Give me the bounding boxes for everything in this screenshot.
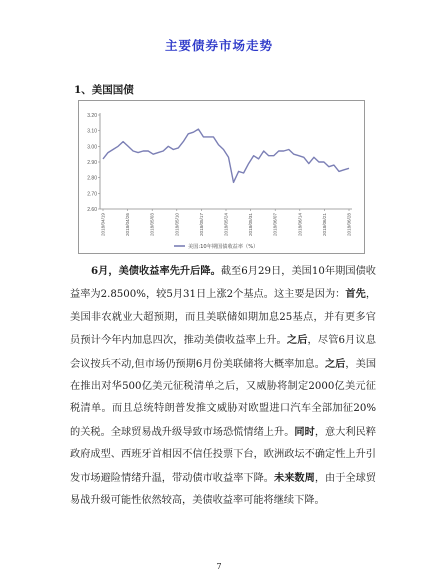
x-tick-label: 2018/05/24 [223,213,229,236]
paragraph-emphasis: 首先 [345,288,366,301]
paragraph-emphasis: 6月，美债收益率先升后降。 [91,265,221,277]
yield-chart [78,100,365,254]
y-tick-label: 2.90 [87,160,97,166]
paragraph-emphasis: 之后 [324,357,346,370]
analysis-paragraph [70,260,376,512]
y-tick-label: 2.80 [87,175,97,182]
yield-chart-svg [79,101,364,253]
x-tick-label: 2018/06/07 [272,213,278,236]
paragraph-emphasis: 未来数周 [274,471,315,484]
x-tick-label: 2018/06/28 [346,213,352,236]
x-tick-label: 2018/06/21 [321,213,327,236]
series-line [103,129,349,182]
y-tick-label: 3.10 [87,128,97,135]
y-tick-label: 3.20 [87,113,97,119]
paragraph-text: ，意大利民粹政府成型、西班牙首相因不信任投票下台，欧洲政坛不确定性上升引发市场避险情绪升温，带动债市收益率下降。 [70,426,377,484]
paragraph-text: ，美国非农就业大超预期，而且美联储如期加息25基点，并有更多官员预计今年内加息四次，推动美债收益率上升。 [70,289,376,347]
y-tick-label: 2.70 [87,191,97,198]
x-tick-label: 2018/05/17 [198,213,204,236]
paragraph-body [70,266,376,506]
x-tick-label: 2018/06/14 [297,213,303,236]
x-tick-label: 2018/04/19 [100,213,106,236]
paragraph-text: ，尽管6月议息会议按兵不动,但市场仍预期6月份美联储将大概率加息。 [70,335,376,370]
page-number: 7 [216,562,222,571]
paragraph-emphasis: 之后 [286,334,308,347]
legend-label: 美国:10年期国债收益率（%） [188,244,259,250]
paragraph-text: ，美国在推出对华500亿美元征税清单之后，又威胁将制定2000亿美元征税清单。而且总统特朗普发推文威胁对欧盟进口汽车全部加征20%的关税。全球贸易战升级导致市场恐慌情绪上升。 [70,358,377,438]
y-tick-label: 2.60 [87,207,97,213]
section-heading: 1、美国国债 [74,84,134,96]
page-title: 主要债券市场走势 [164,38,273,53]
paragraph-emphasis: 同时 [294,425,315,438]
y-tick-label: 3.00 [87,144,97,151]
x-tick-label: 2018/05/10 [174,213,180,236]
paragraph-text: 截至6月29日，美国10年期国债收益率为2.8500%，较5月31日上涨2个基点。这主要是因为： [70,266,376,301]
x-tick-label: 2018/05/03 [149,213,155,236]
paragraph-text: ，由于全球贸易战升级可能性依然较高，美债收益率可能将继续下降。 [70,472,377,507]
x-tick-label: 2018/05/31 [248,213,254,236]
x-tick-label: 2018/04/26 [125,213,131,236]
